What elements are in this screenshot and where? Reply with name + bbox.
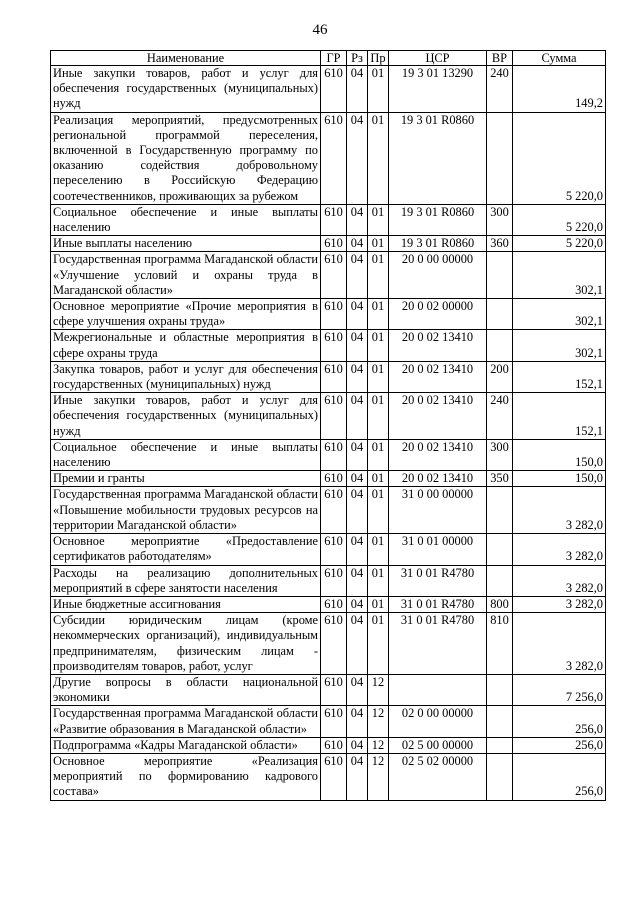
cell-name: Реализация мероприятий, предусмотренных региональной программой переселения, включенной в Государственную программу по оказанию содействия добровольному переселению в Российскую Федерацию соотечественников, проживающих за рубежом (51, 112, 321, 204)
cell-rz: 04 (347, 299, 368, 330)
cell-gr: 610 (321, 439, 347, 470)
cell-gr: 610 (321, 361, 347, 392)
cell-rz: 04 (347, 706, 368, 737)
cell-csr: 20 0 02 13410 (389, 330, 487, 361)
cell-vr: 300 (487, 439, 513, 470)
cell-csr: 02 5 02 00000 (389, 753, 487, 800)
table-row (51, 737, 606, 753)
cell-rz: 04 (347, 613, 368, 675)
cell-pr: 01 (368, 487, 389, 534)
cell-gr: 610 (321, 737, 347, 753)
cell-sum: 3 282,0 (513, 565, 606, 596)
cell-pr: 01 (368, 236, 389, 252)
cell-rz: 04 (347, 236, 368, 252)
cell-pr: 12 (368, 737, 389, 753)
cell-csr: 31 0 01 00000 (389, 534, 487, 565)
cell-name: Расходы на реализацию дополнительных мероприятий в сфере занятости населения (51, 565, 321, 596)
table-row (51, 361, 606, 392)
cell-name: Основное мероприятие «Реализация мероприятий по формированию кадрового состава» (51, 753, 321, 800)
cell-name: Премии и гранты (51, 471, 321, 487)
cell-gr: 610 (321, 487, 347, 534)
cell-vr: 240 (487, 393, 513, 440)
cell-csr: 19 3 01 R0860 (389, 236, 487, 252)
cell-pr: 01 (368, 596, 389, 612)
table-row (51, 299, 606, 330)
cell-pr: 01 (368, 565, 389, 596)
cell-pr: 01 (368, 299, 389, 330)
header-csr: ЦСР (389, 51, 487, 66)
cell-pr: 01 (368, 66, 389, 113)
cell-sum: 150,0 (513, 471, 606, 487)
cell-rz: 04 (347, 252, 368, 299)
cell-sum: 5 220,0 (513, 112, 606, 204)
cell-vr: 350 (487, 471, 513, 487)
cell-gr: 610 (321, 753, 347, 800)
table-row (51, 753, 606, 800)
cell-vr (487, 299, 513, 330)
cell-gr: 610 (321, 565, 347, 596)
cell-rz: 04 (347, 487, 368, 534)
cell-sum: 152,1 (513, 393, 606, 440)
cell-vr: 810 (487, 613, 513, 675)
cell-rz: 04 (347, 471, 368, 487)
cell-sum: 5 220,0 (513, 204, 606, 235)
table-row (51, 236, 606, 252)
cell-gr: 610 (321, 706, 347, 737)
cell-rz: 04 (347, 674, 368, 705)
cell-gr: 610 (321, 112, 347, 204)
cell-name: Закупка товаров, работ и услуг для обеспечения государственных (муниципальных) нужд (51, 361, 321, 392)
cell-rz: 04 (347, 330, 368, 361)
cell-gr: 610 (321, 204, 347, 235)
cell-vr (487, 487, 513, 534)
cell-vr: 300 (487, 204, 513, 235)
cell-rz: 04 (347, 204, 368, 235)
table-row (51, 330, 606, 361)
cell-csr: 31 0 00 00000 (389, 487, 487, 534)
cell-csr: 20 0 02 13410 (389, 471, 487, 487)
cell-rz: 04 (347, 534, 368, 565)
cell-vr: 360 (487, 236, 513, 252)
cell-name: Государственная программа Магаданской области «Развитие образования в Магаданской области» (51, 706, 321, 737)
cell-csr: 19 3 01 13290 (389, 66, 487, 113)
cell-csr: 31 0 01 R4780 (389, 596, 487, 612)
cell-gr: 610 (321, 330, 347, 361)
cell-sum: 256,0 (513, 706, 606, 737)
cell-gr: 610 (321, 66, 347, 113)
cell-gr: 610 (321, 236, 347, 252)
cell-csr: 31 0 01 R4780 (389, 565, 487, 596)
cell-name: Основное мероприятие «Прочие мероприятия в сфере улучшения охраны труда» (51, 299, 321, 330)
cell-csr: 19 3 01 R0860 (389, 112, 487, 204)
cell-gr: 610 (321, 613, 347, 675)
cell-rz: 04 (347, 439, 368, 470)
cell-rz: 04 (347, 737, 368, 753)
cell-pr: 01 (368, 330, 389, 361)
cell-gr: 610 (321, 252, 347, 299)
cell-vr (487, 112, 513, 204)
cell-name: Основное мероприятие «Предоставление сертификатов работодателям» (51, 534, 321, 565)
cell-gr: 610 (321, 674, 347, 705)
table-row (51, 112, 606, 204)
cell-name: Государственная программа Магаданской области «Повышение мобильности трудовых ресурсов на территории Магаданской области» (51, 487, 321, 534)
cell-csr: 02 0 00 00000 (389, 706, 487, 737)
cell-vr: 240 (487, 66, 513, 113)
cell-vr (487, 252, 513, 299)
cell-vr (487, 534, 513, 565)
header-gr: ГР (321, 51, 347, 66)
cell-pr: 01 (368, 393, 389, 440)
cell-name: Подпрограмма «Кадры Магаданской области» (51, 737, 321, 753)
cell-sum: 152,1 (513, 361, 606, 392)
cell-sum: 302,1 (513, 299, 606, 330)
cell-name: Социальное обеспечение и иные выплаты населению (51, 439, 321, 470)
cell-rz: 04 (347, 753, 368, 800)
cell-name: Государственная программа Магаданской области «Улучшение условий и охраны труда в Магаданской области» (51, 252, 321, 299)
header-pr: Пр (368, 51, 389, 66)
header-sum: Сумма (513, 51, 606, 66)
table-row (51, 706, 606, 737)
cell-vr (487, 674, 513, 705)
cell-vr (487, 753, 513, 800)
table-row (51, 439, 606, 470)
table-row (51, 565, 606, 596)
cell-gr: 610 (321, 534, 347, 565)
cell-name: Социальное обеспечение и иные выплаты населению (51, 204, 321, 235)
cell-pr: 01 (368, 204, 389, 235)
cell-rz: 04 (347, 596, 368, 612)
cell-pr: 01 (368, 252, 389, 299)
cell-pr: 12 (368, 706, 389, 737)
cell-sum: 302,1 (513, 330, 606, 361)
table-row (51, 471, 606, 487)
cell-name: Другие вопросы в области национальной экономики (51, 674, 321, 705)
cell-csr: 20 0 02 00000 (389, 299, 487, 330)
cell-sum: 3 282,0 (513, 487, 606, 534)
cell-pr: 01 (368, 112, 389, 204)
cell-gr: 610 (321, 393, 347, 440)
table-row (51, 204, 606, 235)
cell-sum: 149,2 (513, 66, 606, 113)
cell-vr (487, 706, 513, 737)
cell-sum: 3 282,0 (513, 613, 606, 675)
cell-csr: 20 0 02 13410 (389, 361, 487, 392)
cell-rz: 04 (347, 112, 368, 204)
cell-pr: 01 (368, 361, 389, 392)
cell-csr: 20 0 02 13410 (389, 439, 487, 470)
cell-sum: 5 220,0 (513, 236, 606, 252)
cell-pr: 12 (368, 753, 389, 800)
cell-pr: 01 (368, 613, 389, 675)
cell-name: Межрегиональные и областные мероприятия в сфере охраны труда (51, 330, 321, 361)
cell-csr: 02 5 00 00000 (389, 737, 487, 753)
cell-csr: 20 0 02 13410 (389, 393, 487, 440)
cell-sum: 3 282,0 (513, 534, 606, 565)
cell-csr (389, 674, 487, 705)
cell-name: Субсидии юридическим лицам (кроме некоммерческих организаций), индивидуальным предпринимателям, физическим лицам - производителям товаров, работ, услуг (51, 613, 321, 675)
cell-gr: 610 (321, 471, 347, 487)
cell-pr: 01 (368, 471, 389, 487)
cell-csr: 31 0 01 R4780 (389, 613, 487, 675)
cell-pr: 12 (368, 674, 389, 705)
cell-sum: 7 256,0 (513, 674, 606, 705)
cell-sum: 302,1 (513, 252, 606, 299)
header-rz: Рз (347, 51, 368, 66)
page-number: 46 (312, 22, 328, 38)
cell-vr (487, 565, 513, 596)
cell-rz: 04 (347, 361, 368, 392)
cell-name: Иные выплаты населению (51, 236, 321, 252)
cell-name: Иные закупки товаров, работ и услуг для обеспечения государственных (муниципальных) нужд (51, 393, 321, 440)
cell-sum: 256,0 (513, 753, 606, 800)
cell-csr: 19 3 01 R0860 (389, 204, 487, 235)
cell-name: Иные закупки товаров, работ и услуг для обеспечения государственных (муниципальных) нужд (51, 66, 321, 113)
cell-vr: 200 (487, 361, 513, 392)
table-row (51, 487, 606, 534)
cell-rz: 04 (347, 393, 368, 440)
cell-pr: 01 (368, 534, 389, 565)
budget-table (50, 50, 606, 801)
table-body (51, 66, 606, 801)
cell-pr: 01 (368, 439, 389, 470)
table-header (51, 51, 606, 66)
cell-sum: 3 282,0 (513, 596, 606, 612)
table-row (51, 674, 606, 705)
cell-gr: 610 (321, 299, 347, 330)
table-row (51, 534, 606, 565)
table-row (51, 393, 606, 440)
table-row (51, 66, 606, 113)
cell-rz: 04 (347, 66, 368, 113)
cell-rz: 04 (347, 565, 368, 596)
cell-vr (487, 330, 513, 361)
cell-gr: 610 (321, 596, 347, 612)
header-name: Наименование (51, 51, 321, 66)
table-row (51, 252, 606, 299)
cell-vr (487, 737, 513, 753)
table-row (51, 613, 606, 675)
header-vr: ВР (487, 51, 513, 66)
cell-name: Иные бюджетные ассигнования (51, 596, 321, 612)
cell-vr: 800 (487, 596, 513, 612)
header-row (51, 51, 606, 66)
cell-sum: 256,0 (513, 737, 606, 753)
table-row (51, 596, 606, 612)
cell-sum: 150,0 (513, 439, 606, 470)
cell-csr: 20 0 00 00000 (389, 252, 487, 299)
